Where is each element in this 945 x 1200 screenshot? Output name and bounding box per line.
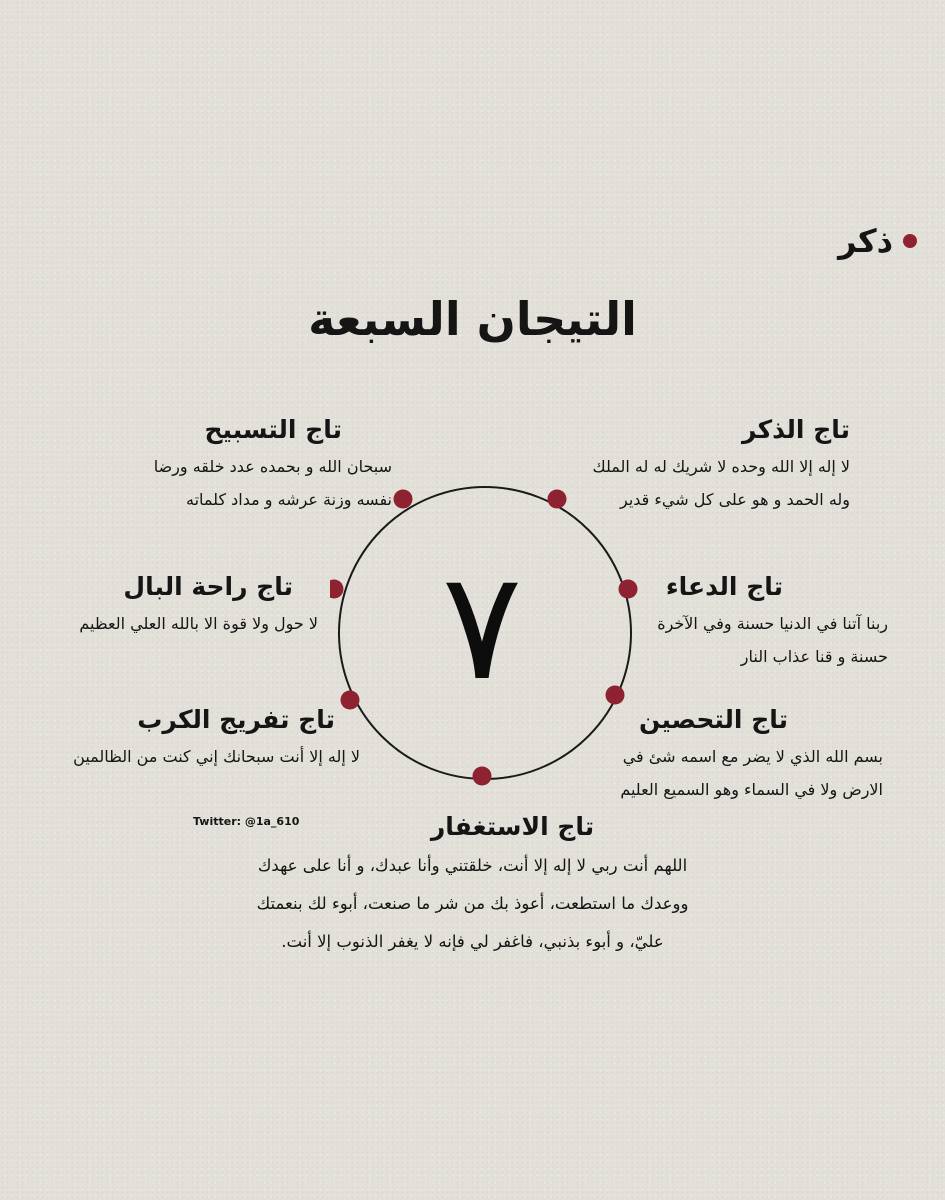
category-tag: [838, 222, 917, 260]
marker-dot-dua: [619, 580, 638, 599]
crown-title: تاج الذكر: [742, 415, 850, 444]
crown-title: تاج التحصين: [638, 705, 788, 734]
crown-title: تاج الدعاء: [665, 572, 783, 601]
crown-line: الارض ولا في السماء وهو السميع العليم: [620, 780, 883, 799]
marker-dot-protection: [606, 686, 625, 705]
marker-dot-relief: [341, 691, 360, 710]
twitter-handle: Twitter: @1a_610: [193, 815, 300, 828]
center-number: ٧: [441, 540, 523, 714]
crown-line: ربنا آتنا في الدنيا حسنة وفي الآخرة: [657, 614, 888, 633]
crown-line: لا حول ولا قوة الا بالله العلي العظيم: [79, 614, 318, 633]
crown-title: تاج التسبيح: [204, 415, 342, 444]
marker-dot-dhikr: [548, 490, 567, 509]
tag-dot-icon: [903, 234, 917, 248]
category-label: ذكر: [838, 222, 893, 260]
crown-title: تاج الاستغفار: [430, 812, 595, 841]
crown-text: [79, 607, 318, 640]
crown-text: [73, 740, 360, 773]
crown-peace-of-mind: [79, 572, 318, 640]
crown-line: سبحان الله و بحمده عدد خلقه ورضا: [153, 457, 392, 476]
crown-protection: [620, 705, 883, 806]
page-title: التيجان السبعة: [308, 292, 637, 346]
crown-line: حسنة و قنا عذاب النار: [740, 647, 888, 666]
crown-istighfar: [200, 812, 745, 961]
marker-dot-peace: [330, 580, 344, 599]
crown-text: [620, 740, 883, 806]
crown-text: [657, 607, 888, 673]
crown-line: ووعدك ما استطعت، أعوذ بك من شر ما صنعت، أبوء لك بنعمتك: [256, 894, 689, 913]
crown-dua: [657, 572, 888, 673]
crown-line: لا إله إلا أنت سبحانك إني كنت من الظالمين: [73, 747, 360, 766]
crown-line: بسم الله الذي لا يضر مع اسمه شئ في: [622, 747, 883, 766]
seven-circle: [330, 478, 640, 788]
crown-line: نفسه وزنة عرشه و مداد كلماته: [185, 490, 392, 509]
crown-line: لا إله إلا الله وحده لا شريك له له الملك: [592, 457, 850, 476]
crown-line: اللهم أنت ربي لا إله إلا أنت، خلقتني وأنا عبدك، و أنا على عهدك: [257, 856, 688, 875]
crown-title: تاج تفريج الكرب: [137, 705, 335, 734]
marker-dot-istighfar: [473, 767, 492, 786]
crown-relief: [73, 705, 360, 773]
crown-text: [200, 847, 745, 961]
crown-title: تاج راحة البال: [123, 572, 293, 601]
crown-line: وله الحمد و هو على كل شيء قدير: [619, 490, 850, 509]
circle-graphic: [330, 478, 640, 788]
marker-dot-tasbeeh: [394, 490, 413, 509]
crown-line: عليّ، و أبوء بذنبي، فاغفر لي فإنه لا يغفر الذنوب إلا أنت.: [281, 932, 664, 951]
